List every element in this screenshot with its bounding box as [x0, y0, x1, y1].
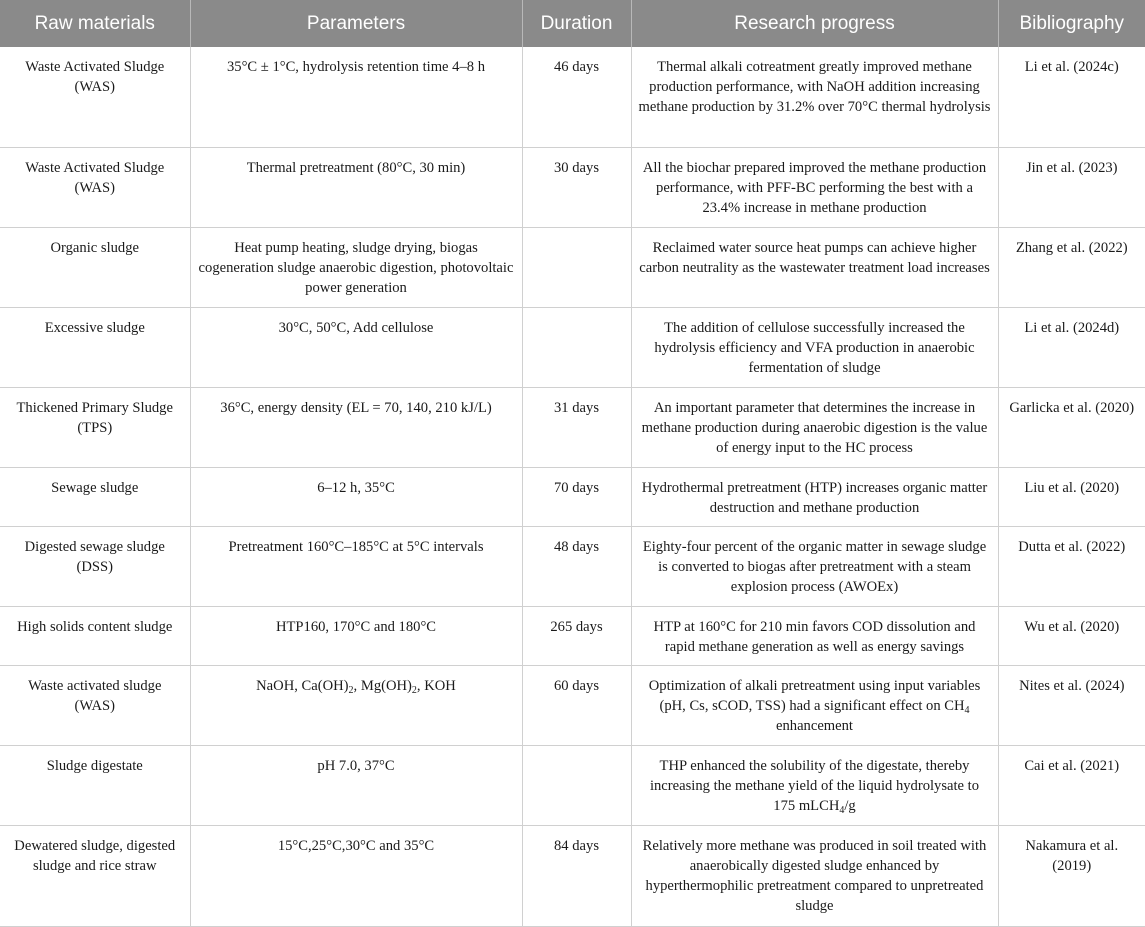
raw-material-cell: Sewage sludge: [0, 468, 190, 527]
research-progress-cell: Reclaimed water source heat pumps can achieve higher carbon neutrality as the wastewater treatment load increases: [631, 228, 998, 308]
table-row: [0, 607, 1145, 666]
parameters-cell: 6–12 h, 35°C: [190, 468, 522, 527]
duration-cell: [522, 228, 631, 308]
table-row: [0, 527, 1145, 607]
bibliography-cell: Jin et al. (2023): [998, 148, 1145, 228]
parameters-text: , KOH: [416, 678, 456, 694]
research-progress-cell: [631, 746, 998, 826]
raw-material-cell: Excessive sludge: [0, 308, 190, 388]
bibliography-cell: Wu et al. (2020): [998, 607, 1145, 666]
header-duration: Duration: [522, 0, 631, 47]
bibliography-cell: Garlicka et al. (2020): [998, 388, 1145, 468]
table-row: [0, 666, 1145, 746]
research-progress-cell: Thermal alkali cotreatment greatly improved methane production performance, with NaOH addition increasing methane production by 31.2% over 70°C thermal hydrolysis: [631, 47, 998, 148]
duration-cell: [522, 308, 631, 388]
raw-material-cell: Digested sewage sludge (DSS): [0, 527, 190, 607]
bibliography-cell: Zhang et al. (2022): [998, 228, 1145, 308]
duration-cell: 70 days: [522, 468, 631, 527]
parameters-cell: Pretreatment 160°C–185°C at 5°C intervals: [190, 527, 522, 607]
raw-material-cell: High solids content sludge: [0, 607, 190, 666]
research-progress-cell: The addition of cellulose successfully increased the hydrolysis efficiency and VFA production in anaerobic fermentation of sludge: [631, 308, 998, 388]
duration-cell: 48 days: [522, 527, 631, 607]
duration-cell: [522, 746, 631, 826]
header-row: [0, 0, 1145, 47]
header-research-progress: Research progress: [631, 0, 998, 47]
subscript: 2: [411, 685, 417, 696]
table-row: [0, 388, 1145, 468]
table-row: [0, 746, 1145, 826]
progress-text: THP enhanced the solubility of the digestate, thereby increasing the methane yield of the liquid hydrolysate to 175 mLCH: [649, 758, 980, 814]
raw-material-cell: Dewatered sludge, digested sludge and rice straw: [0, 826, 190, 927]
research-progress-cell: Relatively more methane was produced in soil treated with anaerobically digested sludge enhanced by hyperthermophilic pretreatment compared to unpretreated sludge: [631, 826, 998, 927]
subscript: 4: [964, 705, 970, 716]
table-row: [0, 308, 1145, 388]
research-progress-cell: [631, 666, 998, 746]
duration-cell: 60 days: [522, 666, 631, 746]
bibliography-cell: Cai et al. (2021): [998, 746, 1145, 826]
table-row: [0, 826, 1145, 927]
raw-material-cell: Sludge digestate: [0, 746, 190, 826]
parameters-text: , Mg(OH): [353, 678, 412, 694]
table-row: [0, 148, 1145, 228]
research-progress-cell: Hydrothermal pretreatment (HTP) increases organic matter destruction and methane production: [631, 468, 998, 527]
progress-text: /g: [844, 798, 856, 814]
parameters-cell: 35°C ± 1°C, hydrolysis retention time 4–8 h: [190, 47, 522, 148]
parameters-cell: 15°C,25°C,30°C and 35°C: [190, 826, 522, 927]
raw-material-cell: Organic sludge: [0, 228, 190, 308]
parameters-cell: Thermal pretreatment (80°C, 30 min): [190, 148, 522, 228]
research-progress-cell: Eighty-four percent of the organic matter in sewage sludge is converted to biogas after pretreatment with a steam explosion process (AWOEx): [631, 527, 998, 607]
header-raw-materials: Raw materials: [0, 0, 190, 47]
raw-material-cell: Waste Activated Sludge (WAS): [0, 148, 190, 228]
duration-cell: 46 days: [522, 47, 631, 148]
table-row: [0, 468, 1145, 527]
parameters-cell: pH 7.0, 37°C: [190, 746, 522, 826]
parameters-text: NaOH, Ca(OH): [256, 678, 349, 694]
parameters-cell: 36°C, energy density (EL = 70, 140, 210 kJ/L): [190, 388, 522, 468]
parameters-cell: 30°C, 50°C, Add cellulose: [190, 308, 522, 388]
duration-cell: 265 days: [522, 607, 631, 666]
raw-material-cell: Thickened Primary Sludge (TPS): [0, 388, 190, 468]
research-progress-cell: An important parameter that determines the increase in methane production during anaerobic digestion is the value of energy input to the HC process: [631, 388, 998, 468]
bibliography-cell: Li et al. (2024d): [998, 308, 1145, 388]
parameters-cell: HTP160, 170°C and 180°C: [190, 607, 522, 666]
bibliography-cell: Li et al. (2024c): [998, 47, 1145, 148]
parameters-cell: [190, 666, 522, 746]
bibliography-cell: Nites et al. (2024): [998, 666, 1145, 746]
progress-text: enhancement: [776, 718, 853, 734]
duration-cell: 30 days: [522, 148, 631, 228]
duration-cell: 84 days: [522, 826, 631, 927]
table-row: [0, 228, 1145, 308]
subscript: 2: [348, 685, 354, 696]
bibliography-cell: Nakamura et al. (2019): [998, 826, 1145, 927]
bibliography-cell: Dutta et al. (2022): [998, 527, 1145, 607]
raw-material-cell: Waste activated sludge (WAS): [0, 666, 190, 746]
duration-cell: 31 days: [522, 388, 631, 468]
raw-material-cell: Waste Activated Sludge (WAS): [0, 47, 190, 148]
header-parameters: Parameters: [190, 0, 522, 47]
table-row: [0, 47, 1145, 148]
research-progress-cell: HTP at 160°C for 210 min favors COD dissolution and rapid methane generation as well as energy savings: [631, 607, 998, 666]
subscript: 4: [839, 805, 845, 816]
header-bibliography: Bibliography: [998, 0, 1145, 47]
progress-text: Optimization of alkali pretreatment using input variables (pH, Cs, sCOD, TSS) had a significant effect on CH: [648, 678, 981, 714]
bibliography-cell: Liu et al. (2020): [998, 468, 1145, 527]
research-progress-cell: All the biochar prepared improved the methane production performance, with PFF-BC performing the best with a 23.4% increase in methane production: [631, 148, 998, 228]
parameters-cell: Heat pump heating, sludge drying, biogas cogeneration sludge anaerobic digestion, photovoltaic power generation: [190, 228, 522, 308]
